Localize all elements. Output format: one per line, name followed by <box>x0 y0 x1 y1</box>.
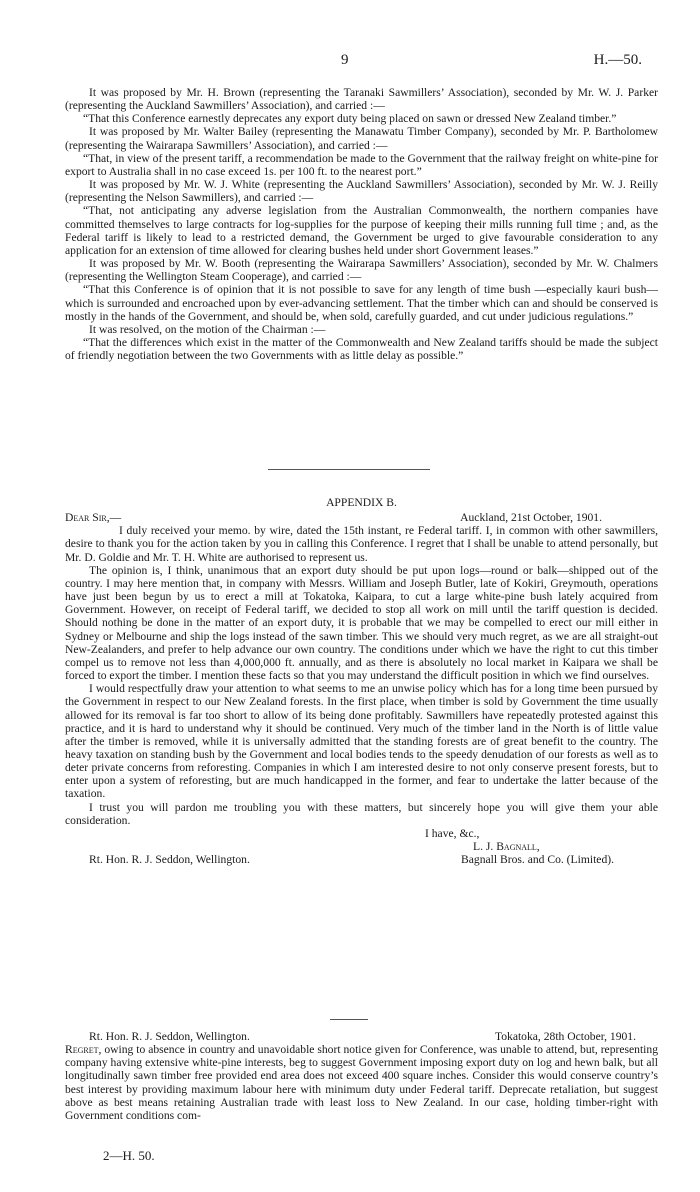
letter-paragraph: I duly received your memo. by wire, dated the 15th instant, re Federal tariff. I, in common with other sawmillers, desire to thank you for the action taken by you in calling this Conference. I regret that I shall be unable to attend personally, but Mr. D. Goldie and Mr. T. H. White are authorised to represent us. <box>65 524 658 564</box>
letter-closing: I have, &c., <box>425 826 480 840</box>
telegram-addressee: Rt. Hon. R. J. Seddon, Wellington. <box>89 1030 250 1043</box>
letter-paragraph: I would respectfully draw your attention to what seems to me an unwise policy which has for a long time been pursued by the Government in respect to our New Zealand forests. In the first place, when timber is sold by Government the time usually allowed for its removal is far too short to allow of its being done profitably. Sawmillers have repeatedly protested against this practice, and it is hard to understand why it should be continued. Very much of the timber land in the North is of little value after the timber is removed, while it is universally admitted that the standing forests are of great benefit to the country. The heavy taxation on standing bush by the Government and local bodies tends to the speedy denudation of our forests as well as to deter private concerns from reforesting. Companies in which I am interested desire to not only conserve present forests, but to enter upon a system of reforesting, but are much handicapped in the former, and fear to undertake the latter because of the taxation. <box>65 682 658 801</box>
telegram-text <box>65 1043 658 1122</box>
telegram-body: owing to absence in country and unavoidable short notice given for Conference, was unable to attend, but, representing company having extensive white-pine interests, beg to suggest Government imposing export duty on log and hewn balk, but all longitudinally sawn timber free provided end area does not exceed 400 square inches. Consider this would conserve country’s best interest by providing maximum labour here with minimum duty under Federal tariff. Deprecate retaliation, but suggest above as best means retaining Australian trade with least loss to New Zealand. In our case, holding timber-right with Government conditions com- <box>65 1043 658 1122</box>
resolutions-section <box>65 86 658 362</box>
resolution-motion: It was proposed by Mr. W. J. White (representing the Auckland Sawmillers’ Association), seconded by Mr. W. J. Reilly (representing the Nelson Sawmillers), and carried :— <box>65 178 658 205</box>
resolution-text: “That, in view of the present tariff, a recommendation be made to the Government that the railway freight on white-pine for export to Australia shall in no case exceed 1s. per 100 ft. to the nearest port.” <box>65 151 658 178</box>
telegram-place-date: Tokatoka, 28th October, 1901. <box>494 1030 636 1043</box>
resolution-motion: It was resolved, on the motion of the Chairman :— <box>89 322 326 336</box>
letter-addressee: Rt. Hon. R. J. Seddon, Wellington. <box>89 853 250 867</box>
appendix-title: APPENDIX B. <box>326 496 397 509</box>
letter-paragraph: The opinion is, I think, unanimous that an export duty should be put upon logs—round or balk—shipped out of the country. I may here mention that, in company with Messrs. William and Joseph Butler, late of Kokiri, Greymouth, operations have just been begun by us to erect a mill at Tokatoka, Kaipara, to cut a large white-pine bush lately acquired from Government. However, on receipt of Federal tariff, we decided to stop all work on mill until the tariff question is decided. Should nothing be done in the matter of an export duty, it is probable that we may be compelled to erect our mill either in Sydney or Melbourne and ship the logs instead of the sawn timber. This we should very much regret, as we are all straight-out New-Zealanders, and prefer to help advance our own country. The conditions under which we have the right to cut this timber compel us to remove not less than 4,000,000 ft. annually, and as there is absolutely no local market in Kaipara we shall be forced to export the timber. I mention these facts so that you may understand the difficult position in which we find ourselves. <box>65 563 658 683</box>
resolution-text: “That the differences which exist in the matter of the Commonwealth and New Zealand tariffs should be made the subject of friendly negotiation between the two Governments with as little delay as possible.” <box>65 335 658 363</box>
letter-company: Bagnall Bros. and Co. (Limited). <box>461 853 614 867</box>
letter-place-date: Auckland, 21st October, 1901. <box>460 511 602 525</box>
section-divider <box>268 469 430 470</box>
printer-signature: 2—H. 50. <box>103 1148 155 1163</box>
resolution-motion: It was proposed by Mr. H. Brown (representing the Taranaki Sawmillers’ Association), seconded by Mr. W. J. Parker (representing the Auckland Sawmillers’ Association), and carried :— <box>65 86 658 113</box>
salutation: Dear Sir,— <box>65 511 122 525</box>
resolution-text: “That this Conference earnestly deprecates any export duty being placed on sawn or dressed New Zealand timber.” <box>83 112 617 126</box>
resolution-text: “That this Conference is of opinion that it is not possible to save for any length of time bush —especially kauri bush—which is surrounded and encroached upon by ever-advancing settlement. That the timber which can and should be conserved is mostly in the hands of the Government, and should be, when sold, carefully guarded, and cut under judicious regulations.” <box>65 283 658 323</box>
appendix-b-letter <box>65 496 658 866</box>
resolution-motion: It was proposed by Mr. Walter Bailey (representing the Manawatu Timber Company), seconded by Mr. P. Bartholomew (representing the Wairarapa Sawmillers’ Association), and carried :— <box>65 125 658 152</box>
telegram-section <box>65 1030 658 1122</box>
letter-paragraph: I trust you will pardon me troubling you with these matters, but sincerely hope you will give them your able consideration. <box>65 800 658 827</box>
resolution-text: “That, not anticipating any adverse legislation from the Australian Commonwealth, the northern companies have committed themselves to large contracts for log-supplies for the purpose of keeping their mills running full time ; and, as the Federal tariff is likely to lead to a restricted demand, the Government be urged to give favourable consideration to any application for an extension of time allowed for clearing bushes held under short Government leases.” <box>65 204 658 257</box>
short-divider <box>330 1019 368 1020</box>
letter-signer: L. J. Bagnall, <box>473 840 540 854</box>
page-number: 9 <box>341 52 349 68</box>
telegram-first-word: Regret, <box>65 1043 102 1057</box>
document-reference: H.—50. <box>593 52 642 68</box>
resolution-motion: It was proposed by Mr. W. Booth (representing the Wairarapa Sawmillers’ Association), seconded by Mr. W. Chalmers (representing the Wellington Steam Cooperage), and carried :— <box>65 257 658 284</box>
